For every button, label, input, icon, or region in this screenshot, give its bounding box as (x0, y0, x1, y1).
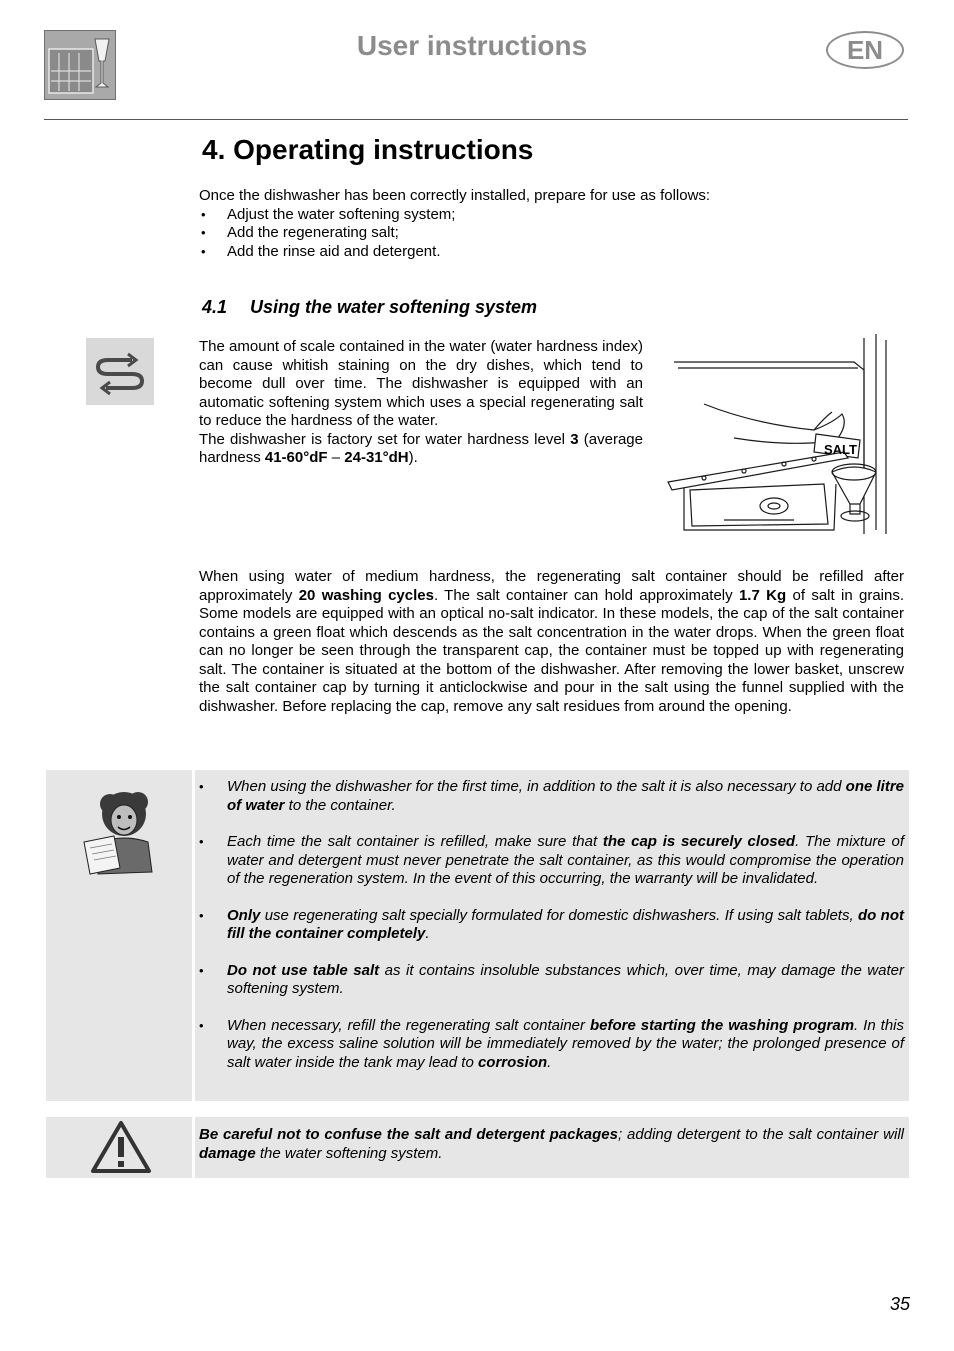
text-run: . The mixture of water and detergent must never penetrate the salt container, as this would compromise the operation of the regeneration system. In the event of this occurring, the warranty will be invalidated. (227, 833, 905, 887)
text-run: When using water of medium hardness, the regenerating salt container should be refilled after approximately (199, 568, 904, 604)
text-run: the water softening system. (255, 1144, 443, 1162)
list-item: • Add the regenerating salt; (227, 224, 904, 243)
emphasis: the cap is securely closed (602, 833, 796, 850)
emphasis: damage (199, 1144, 256, 1162)
subsection-title (202, 297, 537, 318)
scale-paragraph: The amount of scale contained in the water (water hardness index) can cause whitish staining on the dry dishes, which tend to become dull over time. The dishwasher is equipped with an automatic softening system which uses a special regenerating salt to reduce the hardness of the water. (199, 338, 643, 429)
text-run: . In this way, the excess saline solution will be immediately removed by the water; the prolonged presence of salt water inside the tank may lead to (227, 1016, 904, 1071)
list-item: • Add the rinse aid and detergent. (227, 243, 904, 262)
text-run: to the container. (284, 796, 396, 814)
preparation-steps-list (199, 206, 904, 262)
text-run: of salt in grains. Some models are equipped with an optical no-salt indicator. In these models, the cap of the salt container contains a green float which descends as the salt concentration in the water drops. When the green float can no longer be seen through the transparent cap, the container must be topped up with regenerating salt. The container is situated at the bottom of the dishwasher. After removing the lower basket, unscrew the salt container cap by turning it anticlockwise and pour in the salt using the funnel supplied with the dishwasher. Before replacing the cap, remove any salt residues from around the opening. (199, 586, 905, 715)
hardness-level-value: 3 (570, 430, 579, 448)
text-run: . (425, 925, 430, 942)
washing-cycles-value: 20 washing cycles (298, 586, 434, 604)
text-run: as it contains insoluble substances which, over time, may damage the water softening system. (227, 961, 904, 997)
factory-setting-paragraph (199, 431, 643, 468)
text-run: – (327, 449, 345, 466)
salt-container-paragraph (199, 568, 904, 716)
text-run: . (547, 1053, 552, 1071)
warning-text (199, 1126, 904, 1163)
list-item (227, 778, 904, 815)
intro-block (199, 187, 904, 261)
text-run: Each time the salt container is refilled, make sure that (227, 833, 603, 850)
panel-divider (192, 770, 195, 1101)
list-item (227, 962, 904, 999)
header-divider (44, 119, 908, 120)
text-run: . The salt container can hold approximately (433, 586, 739, 604)
page-header-title: User instructions (356, 30, 588, 61)
page-number: 35 (889, 1294, 910, 1314)
section-title: 4. Operating instructions (202, 134, 534, 165)
water-softener-icon (86, 338, 154, 405)
list-item (227, 907, 904, 944)
salt-label: SALT (824, 442, 857, 457)
salt-refill-illustration (664, 334, 904, 544)
text-run: When necessary, refill the regenerating salt container (227, 1016, 590, 1034)
important-notes-list (199, 778, 904, 1090)
text-run: (average hardness (199, 430, 643, 466)
emphasis: Only (227, 906, 261, 924)
emphasis: corrosion (477, 1053, 548, 1071)
list-item (227, 1017, 904, 1073)
emphasis: one litre of water (227, 778, 905, 814)
text-run: ). (408, 449, 418, 466)
subsection-number: 4.1 (202, 297, 228, 317)
emphasis: Be careful not to confuse the salt and detergent packages (199, 1126, 618, 1143)
panel-divider (192, 1117, 195, 1178)
text-run: ; adding detergent to the salt container will (618, 1126, 904, 1143)
subsection-title-text: Using the water softening system (250, 297, 538, 317)
list-item: • Adjust the water softening system; (227, 206, 904, 225)
emphasis: do not fill the container completely (227, 906, 904, 942)
text-run: The dishwasher is factory set for water hardness level (199, 430, 571, 448)
text-run: use regenerating salt specially formulated for domestic dishwashers. If using salt tablets, (260, 906, 858, 924)
reading-woman-icon (80, 782, 162, 878)
hardness-df-value: 41-60°dF (264, 449, 328, 466)
warning-triangle-icon (89, 1119, 153, 1175)
emphasis: before starting the washing program (589, 1016, 855, 1034)
text-run: When using the dishwasher for the first time, in addition to the salt it is also necessary to add (227, 778, 846, 795)
hardness-dh-value: 24-31°dH (344, 449, 409, 466)
language-badge: EN (826, 31, 904, 69)
salt-capacity-value: 1.7 Kg (738, 586, 787, 604)
softening-description (199, 338, 643, 468)
emphasis: Do not use table salt (227, 961, 380, 979)
intro-text: Once the dishwasher has been correctly installed, prepare for use as follows: (199, 187, 711, 204)
list-item (227, 833, 904, 889)
